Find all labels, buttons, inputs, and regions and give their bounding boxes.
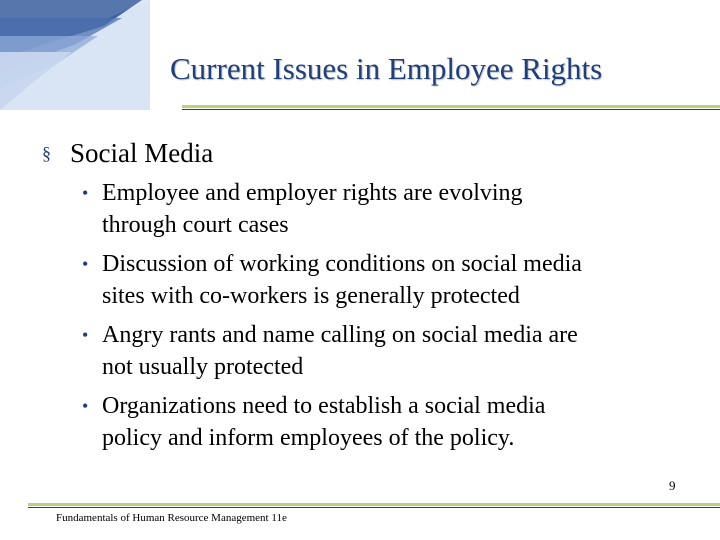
bullet-icon: • — [82, 396, 89, 416]
title-divider-green — [182, 105, 720, 108]
footer-divider-green — [28, 503, 720, 506]
bullet-icon: • — [82, 254, 89, 274]
sub-point-line-2: policy and inform employees of the policy. — [102, 424, 515, 451]
footer-text: Fundamentals of Human Resource Management 11e — [56, 512, 287, 524]
main-point — [42, 136, 213, 170]
sub-point-item — [82, 391, 692, 454]
footer-divider-blue — [28, 507, 720, 508]
main-point-text: Social Media — [70, 138, 214, 168]
sub-point-line-2: not usually protected — [102, 353, 304, 380]
sub-point-item — [82, 320, 692, 383]
sub-point-line-2: through court cases — [102, 211, 289, 238]
page-number: 9 — [669, 478, 676, 493]
title-divider-blue — [182, 109, 720, 110]
sub-point-line-1: Discussion of working conditions on social media — [102, 251, 582, 277]
sub-point-item — [82, 249, 692, 312]
sub-point-line-1: Employee and employer rights are evolving — [102, 180, 523, 206]
bullet-icon: • — [82, 325, 89, 345]
slide-title: Current Issues in Employee Rights — [170, 51, 603, 86]
sub-point-line-1: Angry rants and name calling on social media are — [102, 322, 578, 348]
sub-point-line-2: sites with co-workers is generally protected — [102, 282, 520, 309]
sub-points-list — [82, 178, 692, 462]
corner-decoration — [0, 0, 150, 110]
sub-point-line-1: Organizations need to establish a social media — [102, 393, 546, 419]
sub-point-item — [82, 178, 692, 241]
section-bullet-icon: § — [42, 143, 51, 163]
bullet-icon: • — [82, 183, 89, 203]
